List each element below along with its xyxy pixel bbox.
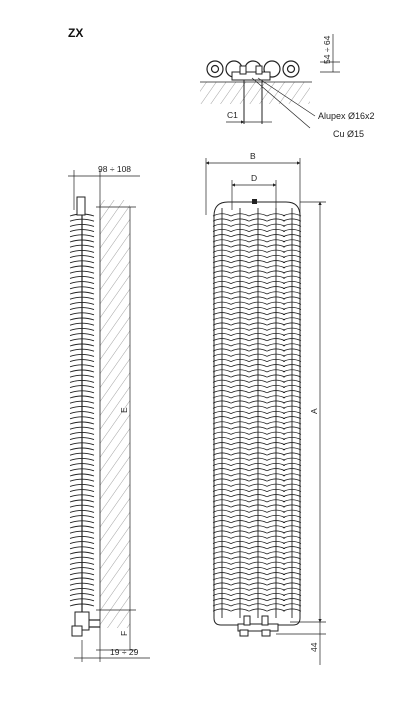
dim-c1: C1 — [227, 110, 238, 120]
dim-d: D — [251, 173, 258, 183]
side-fins — [70, 210, 94, 612]
valve-stem — [240, 66, 246, 74]
dim-b: B — [250, 151, 256, 161]
side-view — [68, 164, 150, 662]
wall-hatch-side — [100, 200, 130, 628]
side-valve-knob — [72, 626, 82, 636]
side-top-cap — [77, 197, 85, 215]
dim-bottom-offset: 44 — [309, 642, 319, 652]
front-valve-stem — [244, 616, 250, 625]
dim-depth-bottom: 19 ÷ 29 — [110, 647, 139, 657]
tube-inner — [212, 66, 219, 73]
drawing-title: ZX — [68, 26, 84, 40]
front-columns — [213, 208, 301, 618]
dim-pipe-gap: 54 ÷ 64 — [322, 35, 332, 64]
tube-inner — [288, 66, 295, 73]
dim-f: F — [119, 630, 129, 636]
front-view — [206, 151, 326, 665]
front-valve-knob — [262, 630, 270, 636]
dim-a: A — [309, 408, 319, 414]
wall-hatch-top — [200, 82, 310, 104]
front-valve-stem — [262, 616, 268, 625]
valve-stem — [256, 66, 262, 74]
dim-e: E — [119, 407, 129, 413]
dim-depth-top: 98 ÷ 108 — [98, 164, 132, 174]
top-view — [200, 34, 375, 139]
callout-alupex: Alupex Ø16x2 — [318, 111, 375, 121]
front-valve-knob — [240, 630, 248, 636]
valve-body — [232, 72, 270, 80]
callout-cu: Cu Ø15 — [333, 129, 365, 139]
air-vent — [252, 199, 257, 204]
